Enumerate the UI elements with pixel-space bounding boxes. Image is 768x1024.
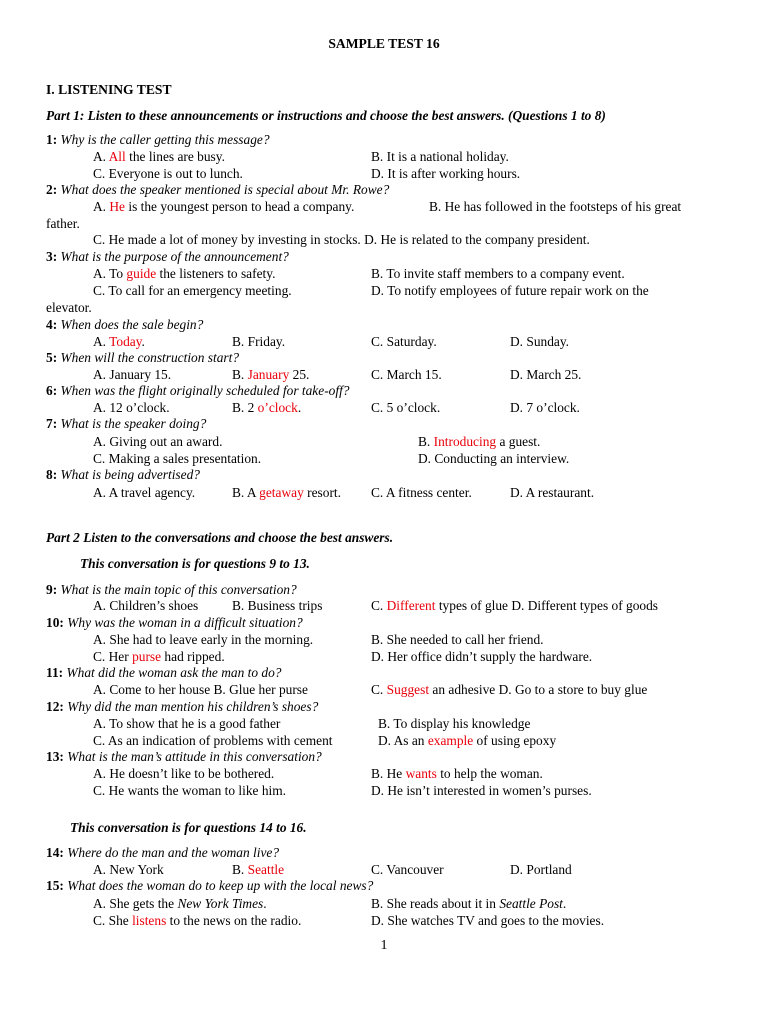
option-text: C. March 15. <box>371 367 442 382</box>
option-text: C. 5 o’clock. <box>371 400 441 415</box>
option-text: C. Saturday. <box>371 334 437 349</box>
conversation2-heading: This conversation is for questions 14 to 16. <box>70 820 307 835</box>
option-text: B. A <box>232 485 260 500</box>
answer-option[interactable] <box>93 199 354 215</box>
option-text: to the news on the radio. <box>166 913 302 928</box>
option-text: A. He doesn’t like to be bothered. <box>93 766 275 781</box>
question-number: 13: <box>46 749 64 764</box>
answer-option[interactable] <box>232 334 285 350</box>
option-text: A. She gets the <box>93 896 178 911</box>
answer-option[interactable] <box>46 216 80 232</box>
answer-option[interactable] <box>93 783 286 799</box>
option-text: C. As an indication of problems with cement <box>93 733 333 748</box>
answer-option[interactable] <box>371 166 520 182</box>
question-7 <box>46 416 206 432</box>
option-text: D. Her office didn’t supply the hardware. <box>371 649 593 664</box>
answer-option[interactable] <box>93 485 195 501</box>
option-text: B. To display his knowledge <box>378 716 531 731</box>
answer-option[interactable] <box>378 716 530 732</box>
page-title: SAMPLE TEST 16 <box>328 36 440 51</box>
answer-option[interactable] <box>371 334 437 350</box>
option-text: A. New York <box>93 862 164 877</box>
question-13 <box>46 749 322 765</box>
answer-option[interactable] <box>371 649 592 665</box>
answer-option[interactable] <box>93 632 313 648</box>
option-text: C. He made a lot of money by investing in stocks. D. He is related to the company president. <box>93 232 590 247</box>
answer-option[interactable] <box>371 598 658 614</box>
option-text: B. She needed to call her friend. <box>371 632 544 647</box>
option-text: C. She <box>93 913 133 928</box>
answer-option[interactable] <box>371 682 647 698</box>
option-text: A. <box>93 334 110 349</box>
option-text: B. It is a national holiday. <box>371 149 509 164</box>
answer-option[interactable] <box>93 334 145 350</box>
highlighted-word: guide <box>126 266 157 281</box>
answer-option[interactable] <box>510 862 572 878</box>
conversation1-heading: This conversation is for questions 9 to 13. <box>80 556 310 571</box>
option-text: B. Friday. <box>232 334 286 349</box>
option-text: D. Portland <box>510 862 572 877</box>
option-text: B. Business trips <box>232 598 323 613</box>
option-text: types of glue D. Different types of goods <box>435 598 658 613</box>
question-text: What is the man’s attitude in this conversation? <box>67 749 322 764</box>
answer-option[interactable] <box>371 632 544 648</box>
highlighted-word: January <box>247 367 290 382</box>
answer-option[interactable] <box>93 367 171 383</box>
question-number: 11: <box>46 665 64 680</box>
answer-option[interactable] <box>232 862 284 878</box>
answer-option[interactable] <box>510 400 580 416</box>
answer-option[interactable] <box>371 766 543 782</box>
question-10 <box>46 615 303 631</box>
answer-option[interactable] <box>371 149 509 165</box>
option-text: father. <box>46 216 80 231</box>
option-text: B. <box>232 862 248 877</box>
highlighted-word: listens <box>132 913 167 928</box>
option-text: D. To notify employees of future repair work on the <box>371 283 649 298</box>
question-6 <box>46 383 350 399</box>
answer-option[interactable] <box>232 367 309 383</box>
question-text: Why was the woman in a difficult situation? <box>67 615 303 630</box>
question-11 <box>46 665 281 681</box>
option-text: C. To call for an emergency meeting. <box>93 283 292 298</box>
option-text: the listeners to safety. <box>156 266 276 281</box>
option-text: D. March 25. <box>510 367 582 382</box>
highlighted-word: o’clock <box>257 400 298 415</box>
answer-option[interactable] <box>93 649 225 665</box>
question-15 <box>46 878 373 894</box>
option-text: D. Conducting an interview. <box>418 451 570 466</box>
question-number: 8: <box>46 467 58 482</box>
answer-option[interactable] <box>93 166 243 182</box>
option-text: C. <box>371 598 387 613</box>
question-text: Where do the man and the woman live? <box>67 845 280 860</box>
answer-option[interactable] <box>93 598 198 614</box>
option-text: C. Her <box>93 649 133 664</box>
answer-option[interactable] <box>371 485 472 501</box>
highlighted-word: Introducing <box>433 434 497 449</box>
answer-option[interactable] <box>93 232 590 248</box>
question-number: 5: <box>46 350 58 365</box>
option-text: an adhesive D. Go to a store to buy glue <box>429 682 648 697</box>
highlighted-word: Different <box>386 598 436 613</box>
answer-option[interactable] <box>93 283 292 299</box>
question-9 <box>46 582 297 598</box>
question-number: 15: <box>46 878 64 893</box>
answer-option[interactable] <box>371 367 442 383</box>
answer-option[interactable] <box>93 400 170 416</box>
italic-title: Seattle Post <box>499 896 563 911</box>
question-number: 1: <box>46 132 58 147</box>
option-text: A. To <box>93 266 127 281</box>
option-text: . <box>562 896 567 911</box>
option-text: D. It is after working hours. <box>371 166 521 181</box>
page-number: 1 <box>380 938 388 953</box>
question-text: What did the woman ask the man to do? <box>66 665 282 680</box>
option-text: B. She reads about it in <box>371 896 500 911</box>
option-text: A. To show that he is a good father <box>93 716 281 731</box>
section-heading: I. LISTENING TEST <box>46 82 172 97</box>
question-2 <box>46 182 389 198</box>
question-text: What is being advertised? <box>60 467 200 482</box>
highlighted-word: Suggest <box>386 682 430 697</box>
highlighted-word: getaway <box>259 485 304 500</box>
question-number: 9: <box>46 582 58 597</box>
answer-option[interactable] <box>93 733 333 749</box>
part1-heading: Part 1: Listen to these announcements or instructions and choose the best answers. (Questions 1 to 8) <box>46 108 606 123</box>
question-text: Why did the man mention his children’s shoes? <box>67 699 319 714</box>
question-text: When does the sale begin? <box>60 317 204 332</box>
answer-option[interactable] <box>371 862 444 878</box>
highlighted-word: Seattle <box>247 862 285 877</box>
answer-option[interactable] <box>93 766 274 782</box>
answer-option[interactable] <box>93 434 222 450</box>
option-text: B. To invite staff members to a company event. <box>371 266 625 281</box>
highlighted-word: All <box>108 149 126 164</box>
question-text: When was the flight originally scheduled for take-off? <box>60 383 350 398</box>
question-8 <box>46 467 200 483</box>
question-number: 12: <box>46 699 64 714</box>
answer-option[interactable] <box>418 434 540 450</box>
option-text: C. Making a sales presentation. <box>93 451 262 466</box>
question-4 <box>46 317 203 333</box>
option-text: resort. <box>303 485 341 500</box>
answer-option[interactable] <box>93 896 267 912</box>
option-text: A. Come to her house B. Glue her purse <box>93 682 308 697</box>
option-text: B. <box>232 367 248 382</box>
answer-option[interactable] <box>232 485 341 501</box>
question-text: What is the purpose of the announcement? <box>60 249 289 264</box>
question-number: 10: <box>46 615 64 630</box>
option-text: C. He wants the woman to like him. <box>93 783 287 798</box>
option-text: A. She had to leave early in the morning. <box>93 632 314 647</box>
option-text: A. A travel agency. <box>93 485 196 500</box>
question-number: 4: <box>46 317 58 332</box>
option-text: C. Vancouver <box>371 862 444 877</box>
question-1 <box>46 132 270 148</box>
option-text: A. <box>93 149 109 164</box>
option-text: . <box>141 334 145 349</box>
question-3 <box>46 249 289 265</box>
italic-title: New York Times <box>177 896 264 911</box>
option-text: of using epoxy <box>473 733 557 748</box>
question-number: 7: <box>46 416 58 431</box>
answer-option[interactable] <box>93 682 308 698</box>
answer-option[interactable] <box>93 862 164 878</box>
answer-option[interactable] <box>46 300 92 316</box>
highlighted-word: Today <box>109 334 142 349</box>
question-5 <box>46 350 239 366</box>
option-text: a guest. <box>496 434 541 449</box>
option-text: D. She watches TV and goes to the movies. <box>371 913 605 928</box>
question-text: What does the speaker mentioned is special about Mr. Rowe? <box>60 182 390 197</box>
option-text: A. January 15. <box>93 367 172 382</box>
option-text: B. <box>418 434 434 449</box>
question-text: What does the woman do to keep up with the local news? <box>67 878 374 893</box>
option-text: 25. <box>289 367 310 382</box>
answer-option[interactable] <box>93 913 301 929</box>
option-text: A. Children’s shoes <box>93 598 199 613</box>
part2-heading: Part 2 Listen to the conversations and choose the best answers. <box>46 530 394 545</box>
question-text: What is the main topic of this conversation? <box>60 582 297 597</box>
question-text: Why is the caller getting this message? <box>60 132 270 147</box>
option-text: . <box>263 896 267 911</box>
option-text: C. A fitness center. <box>371 485 472 500</box>
answer-option[interactable] <box>93 266 275 282</box>
highlighted-word: wants <box>405 766 437 781</box>
answer-option[interactable] <box>93 716 280 732</box>
question-number: 2: <box>46 182 58 197</box>
option-text: had ripped. <box>161 649 225 664</box>
option-text: D. As an <box>378 733 428 748</box>
question-text: When will the construction start? <box>60 350 240 365</box>
question-number: 3: <box>46 249 58 264</box>
question-14 <box>46 845 279 861</box>
answer-option[interactable] <box>378 733 556 749</box>
answer-option[interactable] <box>371 400 440 416</box>
option-text: A. 12 o’clock. <box>93 400 170 415</box>
option-text: the lines are busy. <box>125 149 225 164</box>
answer-option[interactable] <box>371 266 625 282</box>
answer-option[interactable] <box>510 367 581 383</box>
option-text: D. He isn’t interested in women’s purses. <box>371 783 592 798</box>
answer-option[interactable] <box>371 783 592 799</box>
option-text: A. Giving out an award. <box>93 434 223 449</box>
option-text: C. <box>371 682 387 697</box>
answer-option[interactable] <box>429 199 681 215</box>
option-text: D. A restaurant. <box>510 485 595 500</box>
option-text: D. 7 o’clock. <box>510 400 580 415</box>
option-text: elevator. <box>46 300 92 315</box>
answer-option[interactable] <box>418 451 569 467</box>
option-text: B. He <box>371 766 406 781</box>
highlighted-word: example <box>427 733 474 748</box>
answer-option[interactable] <box>93 451 261 467</box>
option-text: A. <box>93 199 110 214</box>
question-12 <box>46 699 318 715</box>
option-text: . <box>297 400 302 415</box>
option-text: B. He has followed in the footsteps of his great <box>429 199 682 214</box>
answer-option[interactable] <box>510 485 594 501</box>
answer-option[interactable] <box>232 598 322 614</box>
answer-option[interactable] <box>93 149 225 165</box>
option-text: D. Sunday. <box>510 334 570 349</box>
question-number: 14: <box>46 845 64 860</box>
answer-option[interactable] <box>510 334 569 350</box>
option-text: B. 2 <box>232 400 258 415</box>
highlighted-word: purse <box>132 649 162 664</box>
question-number: 6: <box>46 383 58 398</box>
option-text: is the youngest person to head a company. <box>125 199 355 214</box>
answer-option[interactable] <box>371 283 649 299</box>
answer-option[interactable] <box>371 896 566 912</box>
question-text: What is the speaker doing? <box>60 416 207 431</box>
option-text: to help the woman. <box>436 766 543 781</box>
option-text: C. Everyone is out to lunch. <box>93 166 243 181</box>
answer-option[interactable] <box>371 913 604 929</box>
highlighted-word: He <box>109 199 125 214</box>
answer-option[interactable] <box>232 400 301 416</box>
